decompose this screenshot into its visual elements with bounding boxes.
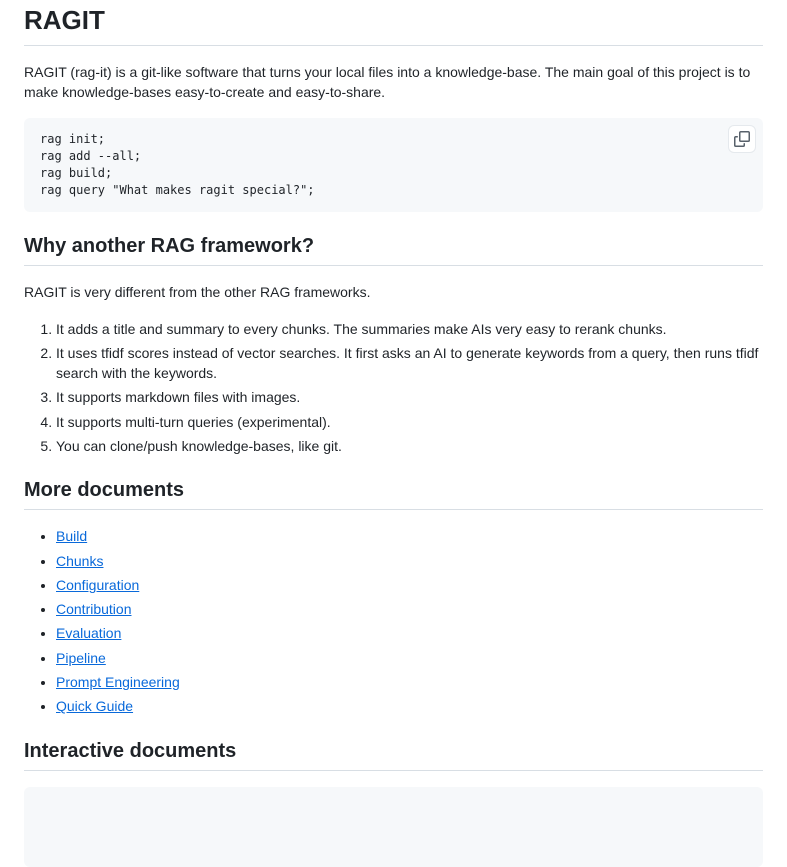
list-item — [56, 575, 763, 595]
list-item — [56, 696, 763, 716]
intro-paragraph: RAGIT (rag-it) is a git-like software that turns your local files into a knowledge-base. The main goal of this project is to make knowledge-bases easy-to-create and easy-to-share. — [24, 63, 751, 100]
doc-link-chunks[interactable]: Chunks — [56, 552, 104, 569]
list-item: 2. It uses tfidf scores instead of vector searches. It first asks an AI to generate keywords from a query, then runs tfidf search with the keywords. — [56, 343, 763, 384]
page-title: RAGIT — [24, 4, 763, 46]
why-lead-paragraph: RAGIT is very different from the other RAG frameworks. — [24, 284, 371, 301]
copy-icon — [734, 131, 750, 147]
list-item — [56, 648, 763, 668]
list-item — [56, 551, 763, 571]
list-item: 5. You can clone/push knowledge-bases, like git. — [56, 436, 763, 456]
doc-link-configuration[interactable]: Configuration — [56, 576, 140, 593]
code-block-partial — [24, 787, 763, 867]
doc-link-build[interactable]: Build — [56, 528, 88, 545]
list-item — [56, 599, 763, 619]
doc-link-quick-guide[interactable]: Quick Guide — [56, 698, 134, 715]
code-line: rag init; — [40, 132, 106, 147]
code-line: rag add --all; — [40, 149, 142, 164]
doc-link-pipeline[interactable]: Pipeline — [56, 649, 106, 666]
code-block — [24, 118, 763, 212]
why-feature-list — [24, 319, 763, 457]
list-item: 3. It supports markdown files with images. — [56, 387, 763, 407]
documents-link-list — [24, 526, 763, 716]
list-item — [56, 526, 763, 546]
section-heading-more-documents: More documents — [24, 478, 763, 510]
doc-link-contribution[interactable]: Contribution — [56, 601, 132, 618]
code-line: rag build; — [40, 166, 113, 181]
list-item: 4. It supports multi-turn queries (experimental). — [56, 412, 763, 432]
copy-button[interactable] — [728, 125, 756, 153]
list-item — [56, 672, 763, 692]
list-item — [56, 623, 763, 643]
code-block-content — [24, 118, 763, 212]
doc-link-evaluation[interactable]: Evaluation — [56, 625, 122, 642]
list-item: 1. It adds a title and summary to every chunks. The summaries make AIs very easy to rerank chunks. — [56, 319, 763, 339]
code-line: rag query "What makes ragit special?"; — [40, 183, 315, 198]
section-heading-why: Why another RAG framework? — [24, 234, 763, 266]
doc-link-prompt-engineering[interactable]: Prompt Engineering — [56, 674, 180, 691]
section-heading-interactive-documents: Interactive documents — [24, 739, 763, 771]
